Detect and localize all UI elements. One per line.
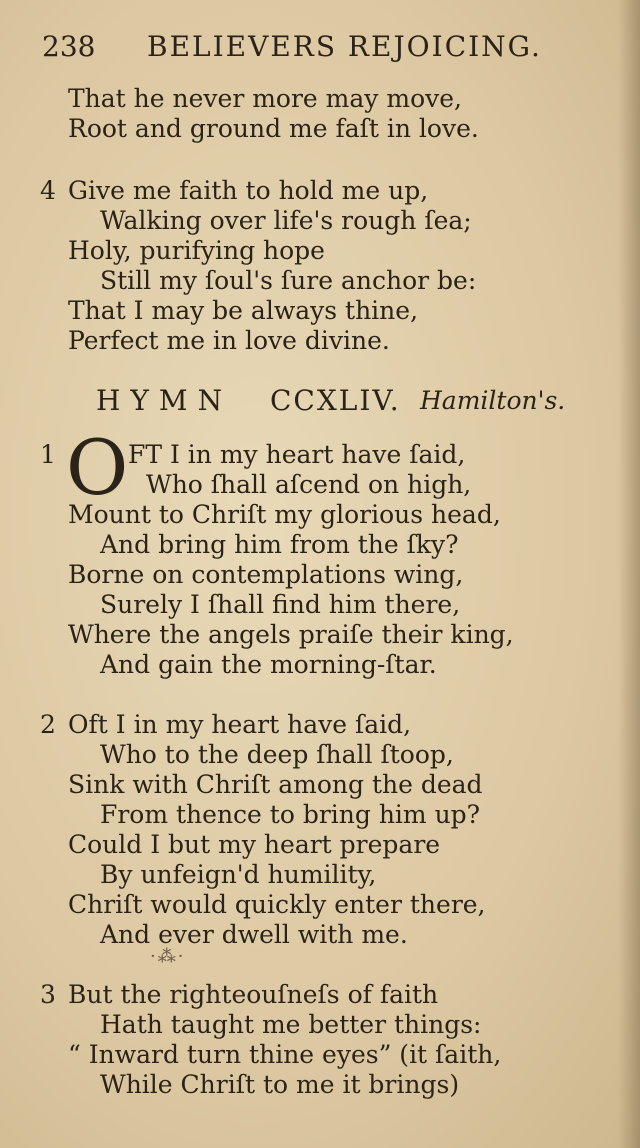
running-head: BELIEVERS REJOICING. [147, 30, 542, 63]
verse-line: Still my ſoul's ſure anchor be: [100, 266, 477, 295]
hymn-tune: Hamilton's. [420, 386, 566, 415]
verse-line: Could I but my heart prepare [68, 830, 441, 859]
page-gutter-shadow [618, 0, 640, 1148]
hymn-number: CCXLIV. [270, 384, 401, 417]
verse-line: While Chriſt to me it brings) [100, 1070, 460, 1099]
ink-blot-ornament: ·⁂· [150, 946, 186, 967]
verse-line: And bring him from the ſky? [100, 530, 459, 559]
verse-line: Mount to Chriſt my glorious head, [68, 500, 501, 529]
stanza-number: 2 [40, 710, 56, 739]
page-number: 238 [42, 30, 96, 63]
verse-line: Who ſhall aſcend on high, [146, 470, 472, 499]
stanza-number: 4 [40, 176, 56, 205]
verse-line: But the righteouſneſs of faith [68, 980, 439, 1009]
verse-line: Oft I in my heart have ſaid, [68, 710, 412, 739]
verse-line: Root and ground me faſt in love. [68, 114, 479, 143]
verse-line: Where the angels praiſe their king, [68, 620, 514, 649]
verse-line: That he never more may move, [68, 84, 462, 113]
verse-line: By unfeign'd humility, [100, 860, 377, 889]
verse-line: Holy, purifying hope [68, 236, 325, 265]
verse-line: Perfect me in love divine. [68, 326, 390, 355]
verse-line: Hath taught me better things: [100, 1010, 482, 1039]
verse-line: Surely I ſhall find him there, [100, 590, 461, 619]
verse-line: That I may be always thine, [68, 296, 419, 325]
verse-line: Walking over life's rough ſea; [100, 206, 472, 235]
verse-line: Who to the deep ſhall ſtoop, [100, 740, 454, 769]
verse-line: From thence to bring him up? [100, 800, 481, 829]
verse-line: Borne on contemplations wing, [68, 560, 464, 589]
stanza-number: 3 [40, 980, 56, 1009]
page-header [42, 30, 602, 66]
verse-line: Chriſt would quickly enter there, [68, 890, 486, 919]
verse-line: And gain the morning-ſtar. [100, 650, 437, 679]
hymn-title: HYMN [96, 384, 233, 417]
verse-line: Give me faith to hold me up, [68, 176, 429, 205]
verse-line: “ Inward turn thine eyes” (it ſaith, [68, 1040, 502, 1069]
stanza-number: 1 [40, 440, 56, 469]
verse-line: Sink with Chriſt among the dead [68, 770, 483, 799]
verse-line: And ever dwell with me. [100, 920, 408, 949]
verse-line: FT I in my heart have ſaid, [128, 440, 466, 469]
drop-cap: O [66, 423, 129, 512]
